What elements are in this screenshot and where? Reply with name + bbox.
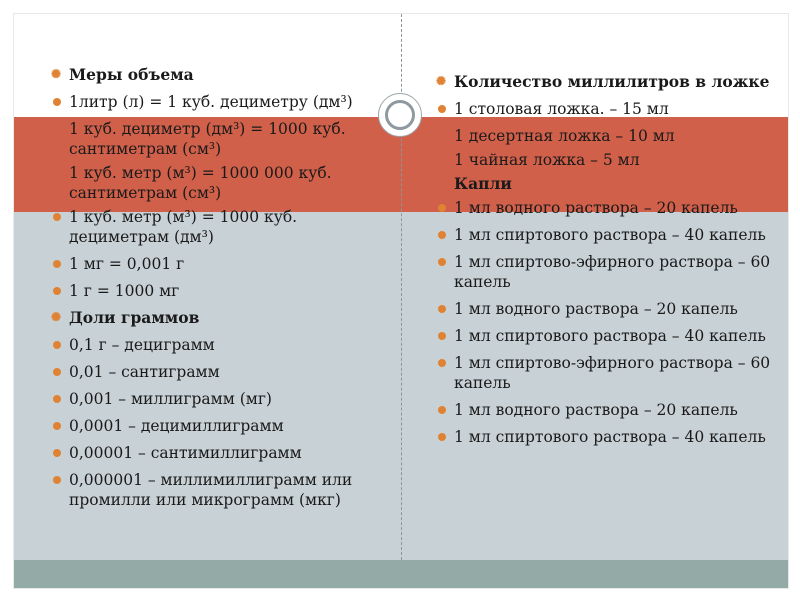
item-text: Количество миллилитров в ложке xyxy=(454,72,770,91)
list-item xyxy=(439,126,784,146)
bullet-icon xyxy=(53,260,61,268)
list-item xyxy=(439,150,784,170)
list-item xyxy=(439,353,784,393)
list-item xyxy=(439,198,784,218)
list-item xyxy=(54,389,394,409)
slide-bottom-band xyxy=(14,560,788,588)
item-text: 1 десертная ложка – 10 мл xyxy=(454,127,675,145)
bullet-icon xyxy=(53,395,61,403)
list-item xyxy=(54,92,394,112)
item-text: Меры объема xyxy=(69,65,194,84)
bullet-icon xyxy=(53,476,61,484)
list-item xyxy=(439,299,784,319)
list-item xyxy=(54,119,394,159)
item-text: 1 чайная ложка – 5 мл xyxy=(454,151,640,169)
list-item xyxy=(54,443,394,463)
list-item xyxy=(54,254,394,274)
list-item xyxy=(439,400,784,420)
bullet-icon xyxy=(53,98,61,106)
list-item xyxy=(439,252,784,292)
section-heading xyxy=(51,308,394,328)
item-text: 1 мл водного раствора – 20 капель xyxy=(454,300,738,318)
list-item xyxy=(54,416,394,436)
item-text: 1 г = 1000 мг xyxy=(69,282,180,300)
section-heading xyxy=(439,174,784,194)
item-text: 1 мл водного раствора – 20 капель xyxy=(454,199,738,217)
list-item xyxy=(54,470,394,510)
item-text: Доли граммов xyxy=(69,308,200,327)
heading-bullet-icon: ✺ xyxy=(51,67,62,81)
section-heading xyxy=(51,65,394,85)
list-item xyxy=(439,99,784,119)
heading-bullet-icon: ✺ xyxy=(51,310,62,324)
item-text: 1 куб. метр (м³) = 1000 000 куб. сантиметрам (см³) xyxy=(69,164,332,202)
list-item xyxy=(54,281,394,301)
item-text: 0,0001 – децимиллиграмм xyxy=(69,417,284,435)
slide xyxy=(13,13,789,589)
bullet-icon xyxy=(53,213,61,221)
item-text: 0,1 г – дециграмм xyxy=(69,336,215,354)
left-column xyxy=(51,65,394,517)
bullet-icon xyxy=(438,305,446,313)
item-text: 1 мл спиртового раствора – 40 капель xyxy=(454,428,766,446)
bullet-icon xyxy=(438,105,446,113)
list-item xyxy=(54,163,394,203)
item-text: 1 мл спиртово-эфирного раствора – 60 капель xyxy=(454,354,771,392)
right-column xyxy=(436,72,784,454)
item-text: 0,000001 – миллимиллиграмм или промилли или микрограмм (мкг) xyxy=(69,471,353,509)
bullet-icon xyxy=(53,449,61,457)
bullet-icon xyxy=(438,433,446,441)
list-item xyxy=(439,427,784,447)
bullet-icon xyxy=(438,231,446,239)
bullet-icon xyxy=(53,422,61,430)
list-item xyxy=(439,326,784,346)
list-item xyxy=(439,225,784,245)
list-item xyxy=(54,362,394,382)
bullet-icon xyxy=(438,332,446,340)
item-text: 1литр (л) = 1 куб. дециметру (дм³) xyxy=(69,93,353,111)
list-item xyxy=(54,335,394,355)
list-item xyxy=(54,207,394,247)
item-text: 1 мг = 0,001 г xyxy=(69,255,185,273)
bullet-icon xyxy=(438,204,446,212)
item-text: Капли xyxy=(454,174,512,193)
item-text: 0,00001 – сантимиллиграмм xyxy=(69,444,302,462)
bullet-icon xyxy=(438,258,446,266)
section-heading xyxy=(436,72,784,92)
item-text: 1 столовая ложка. – 15 мл xyxy=(454,100,669,118)
item-text: 1 мл водного раствора – 20 капель xyxy=(454,401,738,419)
item-text: 1 мл спиртово-эфирного раствора – 60 капель xyxy=(454,253,771,291)
item-text: 0,01 – сантиграмм xyxy=(69,363,220,381)
item-text: 1 мл спиртового раствора – 40 капель xyxy=(454,327,766,345)
item-text: 1 мл спиртового раствора – 40 капель xyxy=(454,226,766,244)
bullet-icon xyxy=(53,287,61,295)
item-text: 1 куб. метр (м³) = 1000 куб. дециметрам (дм³) xyxy=(69,208,298,246)
bullet-icon xyxy=(53,341,61,349)
heading-bullet-icon: ✺ xyxy=(436,74,447,88)
bullet-icon xyxy=(53,368,61,376)
item-text: 1 куб. дециметр (дм³) = 1000 куб. сантиметрам (см³) xyxy=(69,120,346,158)
item-text: 0,001 – миллиграмм (мг) xyxy=(69,390,272,408)
bullet-icon xyxy=(438,359,446,367)
bullet-icon xyxy=(438,406,446,414)
